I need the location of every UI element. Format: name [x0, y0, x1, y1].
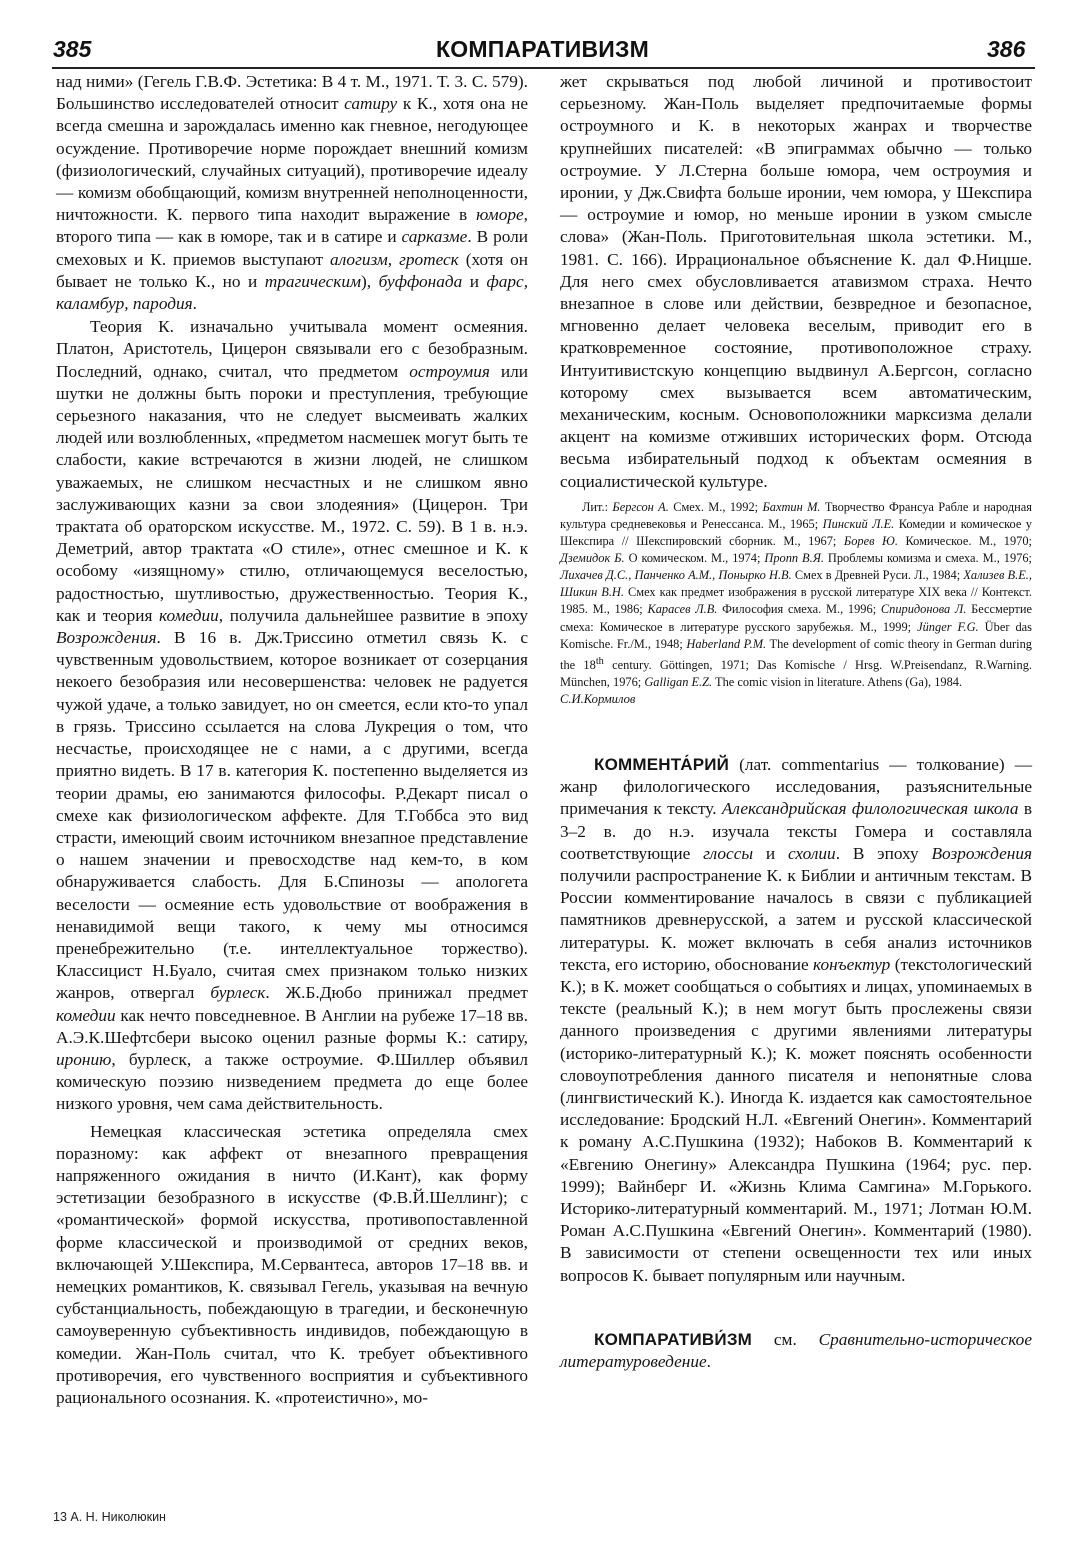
headword-komparativizm: КОМПАРАТИВИ́ЗМ — [594, 1329, 753, 1349]
header-rule — [52, 67, 1035, 69]
page-number-left: 385 — [53, 36, 92, 62]
paragraph-1: над ними» (Гегель Г.В.Ф. Эстетика: В 4 т. М., 1971. Т. 3. С. 579). Большинство исследователей относит сатиру к К., хотя она не всегда смешна и зарождалась именно как гневное, негодующее осуждение. Противоречие норме порождает внешний комизм (физиологический, случайных ситуаций), противоречие идеалу — комизм обобщающий, комизм внутренней неполноценности, ничтожности. К. первого типа находит выражение в юморе, второго типа — как в юморе, так и в сатире и сарказме. В роли смеховых и К. приемов выступают алогизм, гротеск (хотя он бывает не только К., но и трагическим), буффонада и фарс, каламбур, пародия. — [56, 72, 529, 314]
left-column — [56, 71, 528, 1409]
headword-kommentariy: КОММЕНТА́РИЙ — [594, 755, 730, 775]
bibliography: Лит.: Бергсон А. Смех. М., 1992; Бахтин М. Творчество Франсуа Рабле и народная культура средневековья и Ренессанса. М., 1965; Пинский Л.Е. Комедии и комическое у Шекспира // Шекспировский сборник. М., 1967; Борев Ю. Комическое. М., 1970; Дземидок Б. О комическом. М., 1974; Пропп В.Я. Проблемы комизма и смеха. М., 1976; Лихачев Д.С., Панченко А.М., Понырко Н.В. Смех в Древней Руси. Л., 1984; Хализев В.Е., Шикин В.Н. Смех как предмет изображения в русской литературе XIX века // Контекст. 1985. М., 1986; Карасев Л.В. Философия смеха. М., 1996; Спиридонова Л. Бессмертие смеха: Комическое в литературе русского зарубежья. М., 1999; Jünger F.G. Über das Komische. Fr./M., 1948; Haberland P.M. The development of comic theory in German during the 18th century. Göttingen, 1971; Das Komische / Hrsg. W.Preisendanz, R.Warning. München, 1976; Galligan E.Z. The comic vision in literature. Athens (Ga), 1984. — [560, 499, 1033, 689]
running-header — [0, 36, 1085, 62]
article-author: С.И.Кормилов — [560, 692, 636, 707]
paragraph-3: Немецкая классическая эстетика определяла смех поразному: как аффект от внезапного превращения напряженного ожидания в ничто (И.Кант), как форму эстетизации безобразного в искусстве (Ф.В.Й.Шеллинг); с «романтической» формой искусства, противопоставленной форме классической и производимой от средних веков, включающей У.Шекспира, М.Сервантеса, авторов 17–18 вв. и немецких романтиков, К. связывал Гегель, указывая на вечную субстанциальность, побеждающую в трагедии, и бесконечную самоуверенную субъективность индивидов, побеждающую в комедии. Жан-Поль считал, что К. требует объективного противоречия, его чувственного восприятия и субъективного рационального осознания. К. «протеистично», мо- — [56, 1121, 528, 1407]
running-title: КОМПАРАТИВИЗМ — [436, 36, 649, 62]
cross-reference-link: Сравнительно-историческое литературоведение — [560, 1329, 1032, 1372]
entry-komparativizm: КОМПАРАТИВИ́ЗМ см. Сравнительно-историческое литературоведение. — [560, 1329, 1032, 1372]
right-column — [560, 71, 1032, 1373]
paragraph-2: Теория К. изначально учитывала момент осмеяния. Платон, Аристотель, Цицерон связывали его с безобразным. Последний, однако, считал, что предметом остроумия или шутки не должны быть пороки и преступления, требующие серьезного наказания, что не следует высмеивать жалких людей или возлюбленных, «предметом насмешек могут быть те слабости, какие встречаются в жизни людей, не слишком уважаемых, не слишком несчастных и не слишком явно заслуживающих казни за свои злодеяния» (Цицерон. Три трактата об ораторском искусстве. М., 1972. С. 59). В 1 в. н.э. Деметрий, автор трактата «О стиле», отнес смешное и К. к особому «изящному» стилю, отличающемуся веселостью, радостностью, шутливостью, дружественностью. Теория К., как и теория комедии, получила дальнейшее развитие в эпоху Возрождения. В 16 в. Дж.Триссино отметил связь К. с чувственным удовольствием, которое возникает от созерцания некоего безобразия или несовершенства: человек не радуется чужой удаче, а только завидует, но он смеется, если кто-то упал в грязь. Триссино ссылается на слова Лукреция о том, что несчастье, происходящее не с нами, а с другими, всегда приятно видеть. В 17 в. категория К. постепенно выделяется из теории драмы, ею занимаются философы. Р.Декарт писал о смехе как физиологическом аффекте. Для Т.Гоббса это вид страсти, имеющий своим источником внезапное представление о нашем значении и превосходстве над кем-то, в ком обнаруживается слабость. Для Б.Спинозы — апологета веселости — осмеяние есть удовольствие от воображения в ненавидимой вещи такого, к чему мы относимся пренебрежительно (т.е. интеллектуальное торжество). Классицист Н.Буало, считая смех признаком только низких жанров, отвергал бурлеск. Ж.Б.Дюбо принижал предмет комедии как нечто повседневное. В Англии на рубеже 17–18 вв. А.Э.К.Шефтсбери высоко оценил разные формы К.: сатиру, иронию, бурлеск, а также остроумие. Ф.Шиллер объявил комическую поэзию низведением предмета до еще более низкого уровня, чем сама действительность. — [56, 317, 528, 1114]
paragraph-continued: жет скрываться под любой личиной и противостоит серьезному. Жан-Поль выделяет предпочитаемые формы остроумного и К. в некоторых жанрах и творчестве крупнейших писателей: «В эпиграммах обычно — только остроумие. У Л.Стерна больше юмора, чем остроумия и иронии, у Дж.Свифта больше иронии, чем юмора, у Шекспира — остроумие и юмор, но меньше иронии в узком смысле слова» (Жан-Поль. Приготовительная школа эстетики. М., 1981. С. 166). Иррациональное объяснение К. дал Ф.Ницше. Для него смех обусловливается атавизмом страха. Нечто внезапное в слове или действии, безвредное и безопасное, мгновенно делает человека веселым, приводит его в кратковременное состояние, противоположное страху. Интуитивистскую концепцию выдвинул А.Бергсон, согласно которому смех вызывается всем автоматическим, механическим, косным. Основоположники марксизма делали акцент на комизме отживших исторических форм. Отсюда весьма избирательный подход к объектам осмеяния в социалистической культуре. — [560, 72, 1032, 491]
page-number-right: 386 — [987, 36, 1026, 62]
footer-signature: 13 А. Н. Николюкин — [53, 1510, 166, 1524]
entry-kommentariy: КОММЕНТА́РИЙ (лат. commentarius — толкование) — жанр филологического исследования, разъяснительные примечания к тексту. Александрийская филологическая школа в 3–2 в. до н.э. изучала тексты Гомера и составляла соответствующие глоссы и схолии. В эпоху Возрождения получили распространение К. к Библии и античным текстам. В России комментирование началось в связи с публикацией памятников древнерусской, а затем и русской классической литературы. К. может включать в себя анализ источников текста, его историю, обоснование конъектур (текстологический К.); в К. может сообщаться о событиях и лицах, упоминаемых в тексте (реальный К.); в нем могут быть прослежены связи данного произведения с другими явлениями литературы (историко-литературный К.); К. может пояснять особенности словоупотребления данного писателя и непонятные слова (лингвистический К.). Иногда К. издается как самостоятельное исследование: Бродский Н.Л. «Евгений Онегин». Комментарий к роману А.С.Пушкина (1932); Набоков В. Комментарий к «Евгению Онегину» Александра Пушкина (1964; рус. пер. 1999); Вайнберг И. «Жизнь Клима Самгина» М.Горького. Историко-литературный комментарий. М., 1971; Лотман Ю.М. Роман А.С.Пушкина «Евгений Онегин». Комментарий (1980). В зависимости от степени освещенности тех или иных вопросов К. бывает популярным или научным. — [560, 755, 1033, 1285]
